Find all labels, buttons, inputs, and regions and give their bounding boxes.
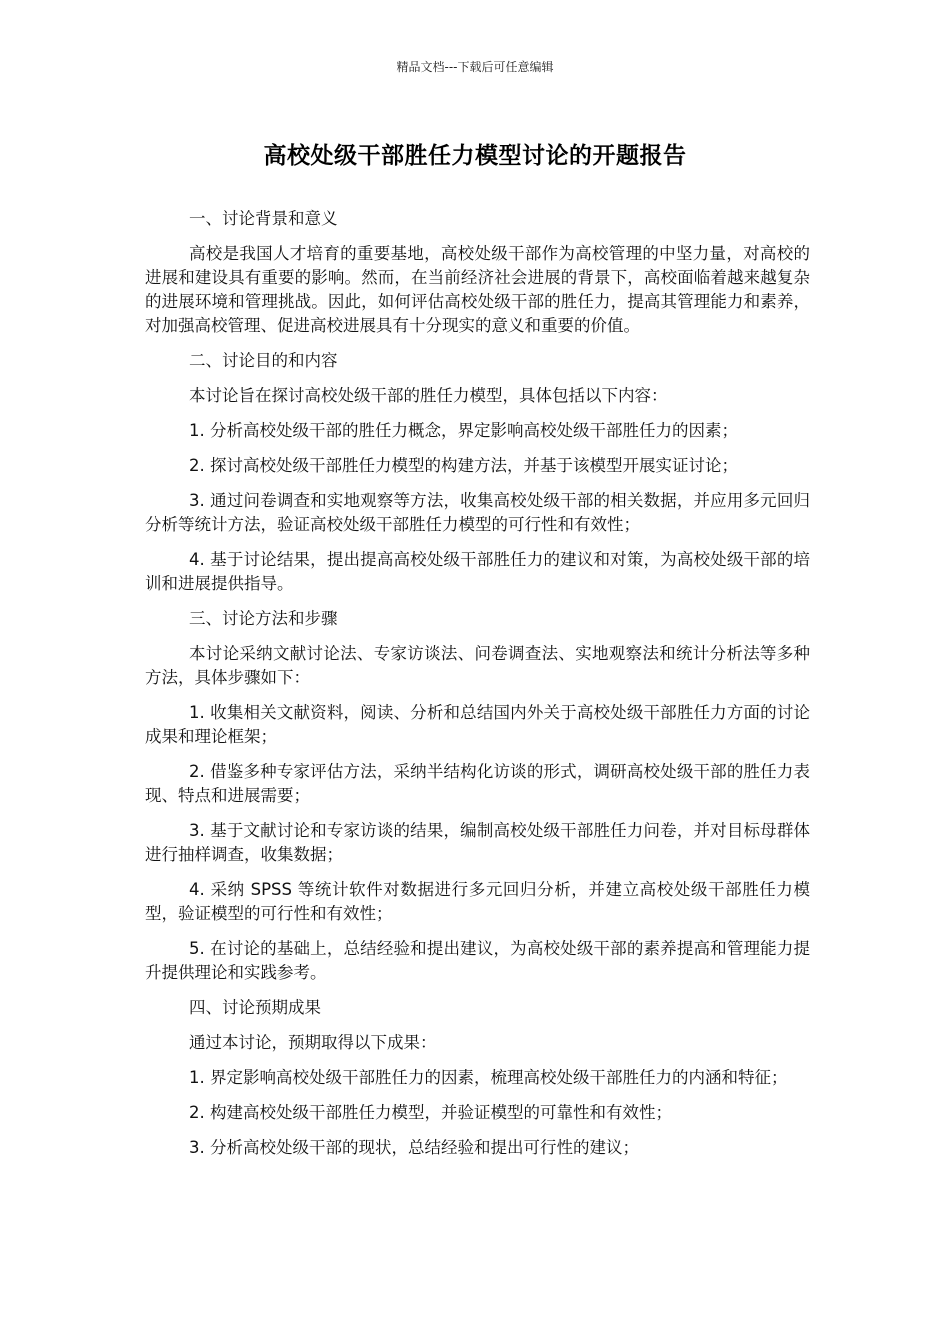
section-heading-methods: 三、讨论方法和步骤 [189,609,338,628]
paragraph: 本讨论旨在探讨高校处级干部的胜任力模型，具体包括以下内容： [189,386,668,405]
list-item: 3. 基于文献讨论和专家访谈的结果，编制高校处级干部胜任力问卷，并对目标母群体进行抽样调查，收集数据； [145,821,810,864]
paragraph: 高校是我国人才培育的重要基地，高校处级干部作为高校管理的中坚力量，对高校的进展和建设具有重要的影响。然而，在当前经济社会进展的背景下，高校面临着越来越复杂的进展环境和管理挑战。因此，如何评估高校处级干部的胜任力，提高其管理能力和素养，对加强高校管理、促进高校进展具有十分现实的意义和重要的价值。 [145,244,810,335]
section-heading-purpose: 二、讨论目的和内容 [189,351,338,370]
list-item: 2. 探讨高校处级干部胜任力模型的构建方法，并基于该模型开展实证讨论； [189,456,738,475]
list-item: 1. 界定影响高校处级干部胜任力的因素，梳理高校处级干部胜任力的内涵和特征； [189,1068,788,1087]
section-heading-background: 一、讨论背景和意义 [189,209,338,228]
list-item: 2. 构建高校处级干部胜任力模型，并验证模型的可靠性和有效性； [189,1103,672,1122]
list-item: 4. 采纳 SPSS 等统计软件对数据进行多元回归分析，并建立高校处级干部胜任力模型，验证模型的可行性和有效性； [145,880,810,923]
list-item: 5. 在讨论的基础上，总结经验和提出建议，为高校处级干部的素养提高和管理能力提升提供理论和实践参考。 [145,939,810,982]
list-item: 2. 借鉴多种专家评估方法，采纳半结构化访谈的形式，调研高校处级干部的胜任力表现、特点和进展需要； [145,762,810,805]
list-item: 3. 分析高校处级干部的现状，总结经验和提出可行性的建议； [189,1138,639,1157]
list-item: 1. 收集相关文献资料，阅读、分析和总结国内外关于高校处级干部胜任力方面的讨论成果和理论框架； [145,703,810,746]
paragraph: 通过本讨论，预期取得以下成果： [189,1033,437,1052]
header-note: 精品文档---下载后可任意编辑 [396,60,554,74]
document-title: 高校处级干部胜任力模型讨论的开题报告 [263,143,687,169]
document-body [145,207,810,1171]
section-heading-outcomes: 四、讨论预期成果 [189,998,321,1017]
list-item: 1. 分析高校处级干部的胜任力概念，界定影响高校处级干部胜任力的因素； [189,421,738,440]
list-item: 4. 基于讨论结果，提出提高高校处级干部胜任力的建议和对策，为高校处级干部的培训和进展提供指导。 [145,550,810,593]
list-item: 3. 通过问卷调查和实地观察等方法，收集高校处级干部的相关数据，并应用多元回归分析等统计方法，验证高校处级干部胜任力模型的可行性和有效性； [145,491,810,534]
paragraph: 本讨论采纳文献讨论法、专家访谈法、问卷调查法、实地观察法和统计分析法等多种方法，具体步骤如下： [145,644,810,687]
